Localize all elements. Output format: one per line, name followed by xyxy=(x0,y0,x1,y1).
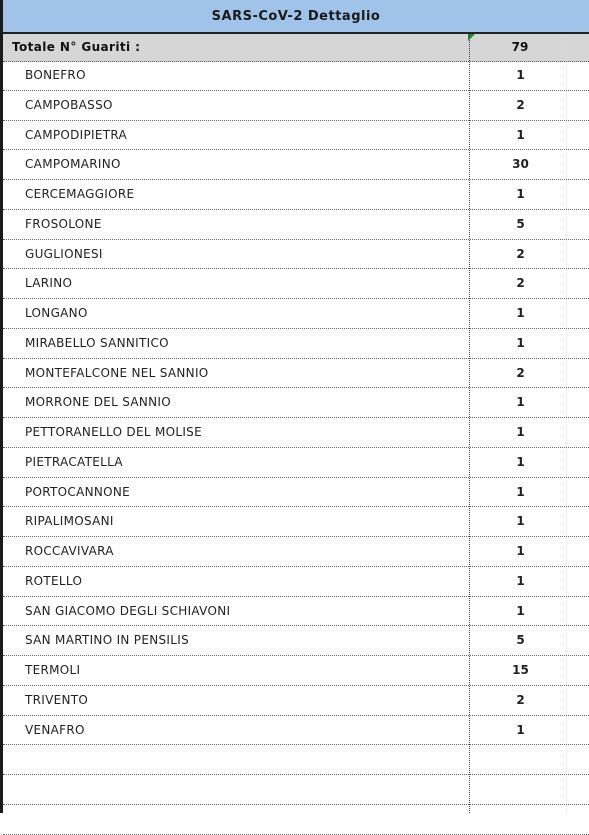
table-row[interactable] xyxy=(3,91,589,121)
municipality-name-cell[interactable]: BONEFRO xyxy=(25,68,86,82)
table-row[interactable] xyxy=(3,478,589,508)
recovered-count-cell[interactable]: 1 xyxy=(516,335,525,350)
recovered-count-cell[interactable]: 1 xyxy=(516,484,525,499)
municipality-name-cell[interactable]: MORRONE DEL SANNIO xyxy=(25,395,172,410)
table-row[interactable] xyxy=(3,299,589,329)
table-row[interactable] xyxy=(3,359,589,389)
municipality-name-cell[interactable]: PORTOCANNONE xyxy=(25,484,131,499)
table-row[interactable] xyxy=(3,388,589,418)
municipality-name-cell[interactable]: ROCCAVIVARA xyxy=(25,544,114,558)
total-row[interactable] xyxy=(3,34,589,62)
recovered-count-cell[interactable]: 15 xyxy=(512,663,529,677)
municipality-name-cell[interactable]: SAN MARTINO IN PENSILIS xyxy=(25,633,189,648)
table-row[interactable] xyxy=(3,121,589,151)
table-row[interactable] xyxy=(3,597,589,627)
municipality-name-cell[interactable]: PIETRACATELLA xyxy=(25,454,123,469)
total-label: Totale N° Guariti : xyxy=(12,40,141,54)
recovered-count-cell[interactable]: 1 xyxy=(516,187,525,201)
recovered-count-cell[interactable]: 2 xyxy=(516,692,525,707)
municipality-name-cell[interactable]: PETTORANELLO DEL MOLISE xyxy=(25,425,202,439)
table-row[interactable] xyxy=(3,418,589,448)
municipality-name-cell[interactable]: MONTEFALCONE NEL SANNIO xyxy=(25,365,209,380)
recovered-count-cell[interactable]: 1 xyxy=(516,395,525,410)
recovered-count-cell[interactable]: 5 xyxy=(516,633,525,648)
municipality-name-cell[interactable]: LARINO xyxy=(25,276,73,291)
recovered-count-cell[interactable]: 1 xyxy=(516,722,525,737)
municipality-name-cell[interactable]: CAMPOMARINO xyxy=(25,157,121,172)
recovered-count-cell[interactable] xyxy=(472,745,569,774)
municipality-name-cell[interactable]: RIPALIMOSANI xyxy=(25,514,114,529)
table-title-cell[interactable] xyxy=(3,0,589,34)
recovered-count-cell[interactable]: 1 xyxy=(516,68,525,82)
table-row[interactable] xyxy=(3,537,589,567)
table-row[interactable] xyxy=(3,448,589,478)
recovered-count-cell[interactable] xyxy=(472,805,569,834)
table-row[interactable] xyxy=(3,775,589,805)
table-row[interactable] xyxy=(3,61,589,91)
recovered-count-cell[interactable]: 1 xyxy=(516,514,525,529)
table-row[interactable] xyxy=(3,716,589,746)
total-value[interactable]: 79 xyxy=(511,40,529,54)
municipality-name-cell[interactable]: TRIVENTO xyxy=(25,692,89,707)
recovered-count-cell[interactable]: 5 xyxy=(516,216,525,231)
table-row[interactable] xyxy=(3,240,589,270)
recovered-count-cell[interactable]: 1 xyxy=(516,306,525,320)
recovered-count-cell[interactable]: 1 xyxy=(516,544,525,558)
municipality-name-cell[interactable]: CAMPODIPIETRA xyxy=(25,127,128,142)
recovered-count-cell[interactable]: 1 xyxy=(516,127,525,142)
municipality-name-cell[interactable]: MIRABELLO SANNITICO xyxy=(25,335,169,350)
municipality-name-cell[interactable]: ROTELLO xyxy=(25,573,83,588)
recovered-count-cell[interactable]: 2 xyxy=(516,276,525,291)
recovered-count-cell[interactable]: 2 xyxy=(516,97,525,112)
recovered-count-cell[interactable]: 30 xyxy=(512,157,529,172)
municipality-name-cell[interactable]: SAN GIACOMO DEGLI SCHIAVONI xyxy=(25,603,231,618)
table-row[interactable] xyxy=(3,210,589,240)
table-row[interactable] xyxy=(3,745,589,775)
municipality-name-cell[interactable]: CAMPOBASSO xyxy=(25,97,113,112)
table-row[interactable] xyxy=(3,329,589,359)
municipality-list xyxy=(3,61,589,835)
recovered-count-cell[interactable]: 2 xyxy=(516,246,525,261)
recovered-count-cell[interactable]: 1 xyxy=(516,603,525,618)
recovered-count-cell[interactable]: 2 xyxy=(516,365,525,380)
table-row[interactable] xyxy=(3,507,589,537)
recovered-count-cell[interactable]: 1 xyxy=(516,573,525,588)
municipality-name-cell[interactable]: TERMOLI xyxy=(25,663,81,677)
table-row[interactable] xyxy=(3,150,589,180)
municipality-name-cell[interactable]: CERCEMAGGIORE xyxy=(25,187,135,201)
table-row[interactable] xyxy=(3,805,589,835)
table-row[interactable] xyxy=(3,180,589,210)
recovered-count-cell[interactable]: 1 xyxy=(516,425,525,439)
municipality-name-cell[interactable]: VENAFRO xyxy=(25,722,85,737)
recovered-count-cell[interactable] xyxy=(472,775,569,804)
municipality-name-cell[interactable]: LONGANO xyxy=(25,306,88,320)
table-title: SARS-CoV-2 Dettaglio xyxy=(211,8,381,24)
table-row[interactable] xyxy=(3,656,589,686)
municipality-name-cell[interactable]: GUGLIONESI xyxy=(25,246,103,261)
table-row[interactable] xyxy=(3,626,589,656)
recovered-count-cell[interactable]: 1 xyxy=(516,454,525,469)
municipality-name-cell[interactable]: FROSOLONE xyxy=(25,216,102,231)
table-row[interactable] xyxy=(3,567,589,597)
table-row[interactable] xyxy=(3,269,589,299)
table-row[interactable] xyxy=(3,686,589,716)
